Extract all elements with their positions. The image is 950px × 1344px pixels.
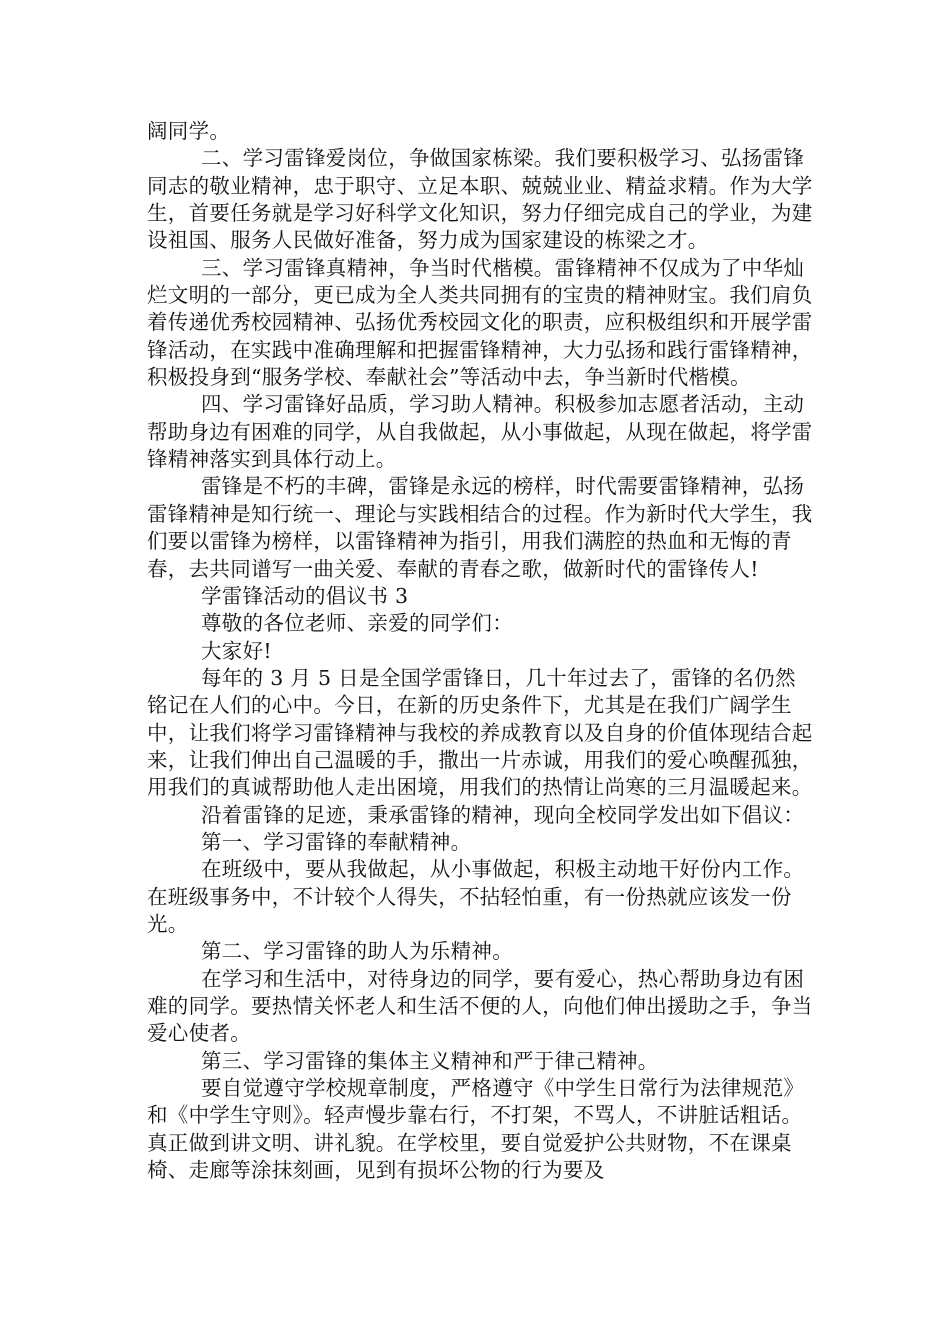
paragraph: 四、学习雷锋好品质，学习助人精神。积极参加志愿者活动，主动帮助身边有困难的同学，从自我做起，从小事做起，从现在做起，将学雷锋精神落实到具体行动上。 bbox=[147, 392, 813, 472]
paragraph: 要自觉遵守学校规章制度，严格遵守《中学生日常行为法律规范》和《中学生守则》。轻声慢步靠右行，不打架，不骂人，不讲脏话粗话。真正做到讲文明、讲礼貌。在学校里，要自觉爱护公共财物，不在课桌椅、走廊等涂抹刻画，见到有损坏公物的行为要及 bbox=[147, 1076, 805, 1183]
paragraph: 在学习和生活中，对待身边的同学，要有爱心，热心帮助身边有困难的同学。要热情关怀老人和生活不便的人，向他们伸出援助之手，争当爱心使者。 bbox=[147, 966, 813, 1046]
paragraph: 在班级中，要从我做起，从小事做起，积极主动地干好份内工作。在班级事务中，不计较个人得失，不拈轻怕重，有一份热就应该发一份光。 bbox=[147, 857, 805, 936]
paragraph: 学雷锋活动的倡议书 3 bbox=[201, 583, 409, 608]
paragraph: 三、学习雷锋真精神，争当时代楷模。雷锋精神不仅成为了中华灿烂文明的一部分，更已成为全人类共同拥有的宝贵的精神财宝。我们肩负着传递优秀校园精神、弘扬优秀校园文化的职责，应积极组织和开展学雷锋活动，在实践中准确理解和把握雷锋精神，大力弘扬和践行雷锋精神，积极投身到“服务学校、奉献社会”等活动中去，争当新时代楷模。 bbox=[147, 255, 813, 390]
document-body bbox=[147, 118, 815, 1184]
paragraph: 二、学习雷锋爱岗位，争做国家栋梁。我们要积极学习、弘扬雷锋同志的敬业精神，忠于职守、立足本职、兢兢业业、精益求精。作为大学生，首要任务就是学习好科学文化知识，努力仔细完成自己的学业，为建设祖国、服务人民做好准备，努力成为国家建设的栋梁之才。 bbox=[147, 146, 813, 253]
paragraph: 第三、学习雷锋的集体主义精神和严于律己精神。 bbox=[201, 1048, 659, 1073]
paragraph: 大家好! bbox=[201, 638, 272, 663]
paragraph: 尊敬的各位老师、亲爱的同学们： bbox=[201, 611, 513, 636]
paragraph: 阔同学。 bbox=[147, 119, 231, 143]
paragraph: 沿着雷锋的足迹，秉承雷锋的精神，现向全校同学发出如下倡议： bbox=[201, 802, 805, 827]
paragraph: 第二、学习雷锋的助人为乐精神。 bbox=[201, 939, 513, 964]
paragraph: 雷锋是不朽的丰碑，雷锋是永远的榜样，时代需要雷锋精神，弘扬雷锋精神是知行统一、理论与实践相结合的过程。作为新时代大学生，我们要以雷锋为榜样，以雷锋精神为指引，用我们满腔的热血和无悔的青春，去共同谱写一曲关爱、奉献的青春之歌，做新时代的雷锋传人! bbox=[147, 474, 813, 581]
paragraph: 每年的 3 月 5 日是全国学雷锋日，几十年过去了，雷锋的名仍然铭记在人们的心中。今日，在新的历史条件下，尤其是在我们广阔学生中，让我们将学习雷锋精神与我校的养成教育以及自身的价值体现结合起来，让我们伸出自己温暖的手，撒出一片赤诚，用我们的爱心唤醒孤独，用我们的真诚帮助他人走出困境，用我们的热情让尚寒的三月温暖起来。 bbox=[147, 665, 813, 800]
paragraph: 第一、学习雷锋的奉献精神。 bbox=[201, 829, 472, 854]
